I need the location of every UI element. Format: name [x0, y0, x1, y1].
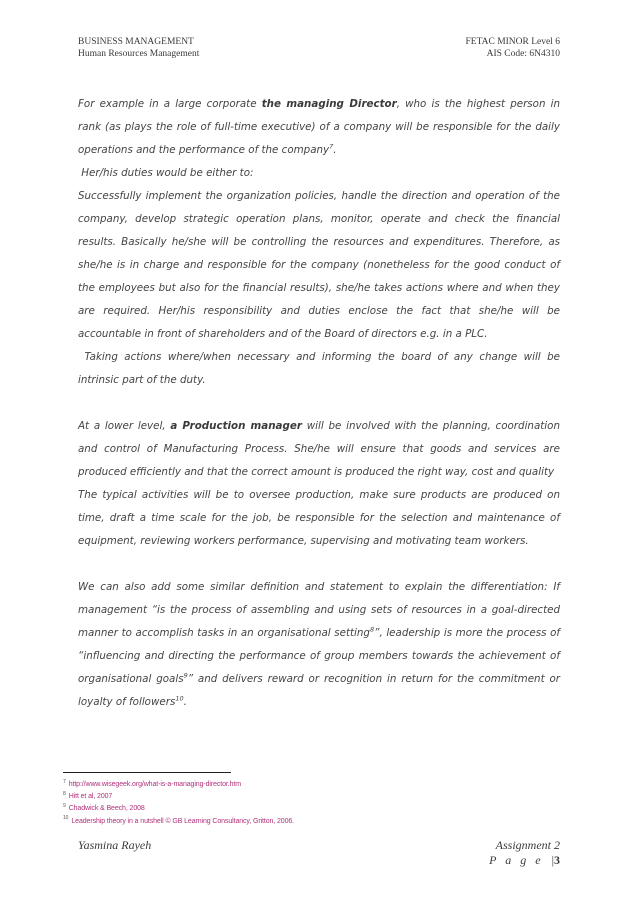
footer-assignment: Assignment 2: [495, 838, 560, 852]
paragraph-typical-activities: The typical activities will be to oversee production, make sure products are produced on time, draft a time scale for the job, be responsible for the selection and maintenance of equipment, reviewing workers performance, supervising and motivating team workers.: [78, 489, 560, 547]
paragraph-gap: [78, 553, 560, 576]
page-number: [489, 853, 560, 868]
footnote-divider: [63, 772, 231, 773]
page-label: P a g e: [489, 853, 544, 867]
footnotes: [63, 779, 294, 828]
footnote-item: $^9$ Chadwick & Beech, 2008: [63, 803, 145, 813]
term-production-manager: a Production manager: [170, 420, 302, 432]
footnote-item: $^7$ http://www.wisegeek.org/what-is-a-managing-director.htm: [63, 778, 241, 788]
header-course: Human Resources Management: [78, 49, 200, 59]
footer-right: [489, 838, 560, 868]
header-code: AIS Code: 6N4310: [486, 49, 560, 59]
paragraph-gap: [78, 392, 560, 415]
paragraph-actions: Taking actions where/when necessary and informing the board of any change will be intrinsic part of the duty.: [78, 351, 560, 386]
paragraph-production-manager: At a lower level, a Production manager will be involved with the planning, coordination and control of Manufacturing Process. She/he will ensure that goods and services are produced efficiently and that the correct amount is produced the right way, cost and quality: [78, 420, 560, 478]
footnote-ref-7: 7: [329, 142, 334, 151]
footnote-item: $^8$ Hitt et al, 2007: [63, 790, 113, 801]
footer-author: Yasmina Rayeh: [78, 838, 152, 852]
paragraph-duties: Successfully implement the organization policies, handle the direction and operation of the company, develop strategic operation plans, monitor, operate and check the financial results. Basically he/she will be controlling the resources and expenditures. Therefore, as she/he is in charge and responsible for the company (nonetheless for the good conduct of the employees but also for the financial results), she/he takes actions where and when they are required. Her/his responsibility and duties enclose the fact that she/he will be accountable in front of shareholders and of the Board of directors e.g. in a PLC.: [78, 190, 560, 340]
footnote-ref-8: 8: [369, 625, 375, 634]
page-number-value: 3: [554, 853, 560, 867]
page-separator: |: [551, 853, 554, 867]
paragraph-duties-intro: Her/his duties would be either to:: [81, 167, 254, 179]
header-subject: BUSINESS MANAGEMENT: [78, 37, 194, 47]
header-left: [78, 36, 199, 60]
footnote-ref-9: 9: [183, 671, 188, 680]
header-level: FETAC MINOR Level 6: [465, 37, 560, 47]
footnote-link[interactable]: http://www.wisegeek.org/what-is-a-managing-director.htm: [68, 781, 241, 788]
document-body: [78, 93, 560, 714]
header-right: [466, 36, 561, 60]
footnote-ref-10: 10: [175, 694, 184, 703]
term-managing-director: the managing Director: [261, 98, 397, 110]
paragraph-managing-director: For example in a large corporate the managing Director, who is the highest person in rank (as plays the role of full-time executive) of a company will be responsible for the daily operations and the performance of the company$^7$.: [78, 98, 561, 156]
paragraph-leadership: We can also add some similar definition and statement to explain the differentiation: If management “is the process of assembling and using sets of resources in a goal-directed manner to accomplish tasks in an organisational setting$^8$”, leadership is more the process of “influencing and directing the performance of group members towards the achievement of organisational goals$^9$” and delivers reward or recognition in return for the commitment or loyalty of followers$^{10}$.: [78, 581, 561, 708]
footnote-item: $^{10}$ Leadership theory in a nutshell © GB Learning Consultancy, Gritton, 2006.: [63, 815, 295, 825]
